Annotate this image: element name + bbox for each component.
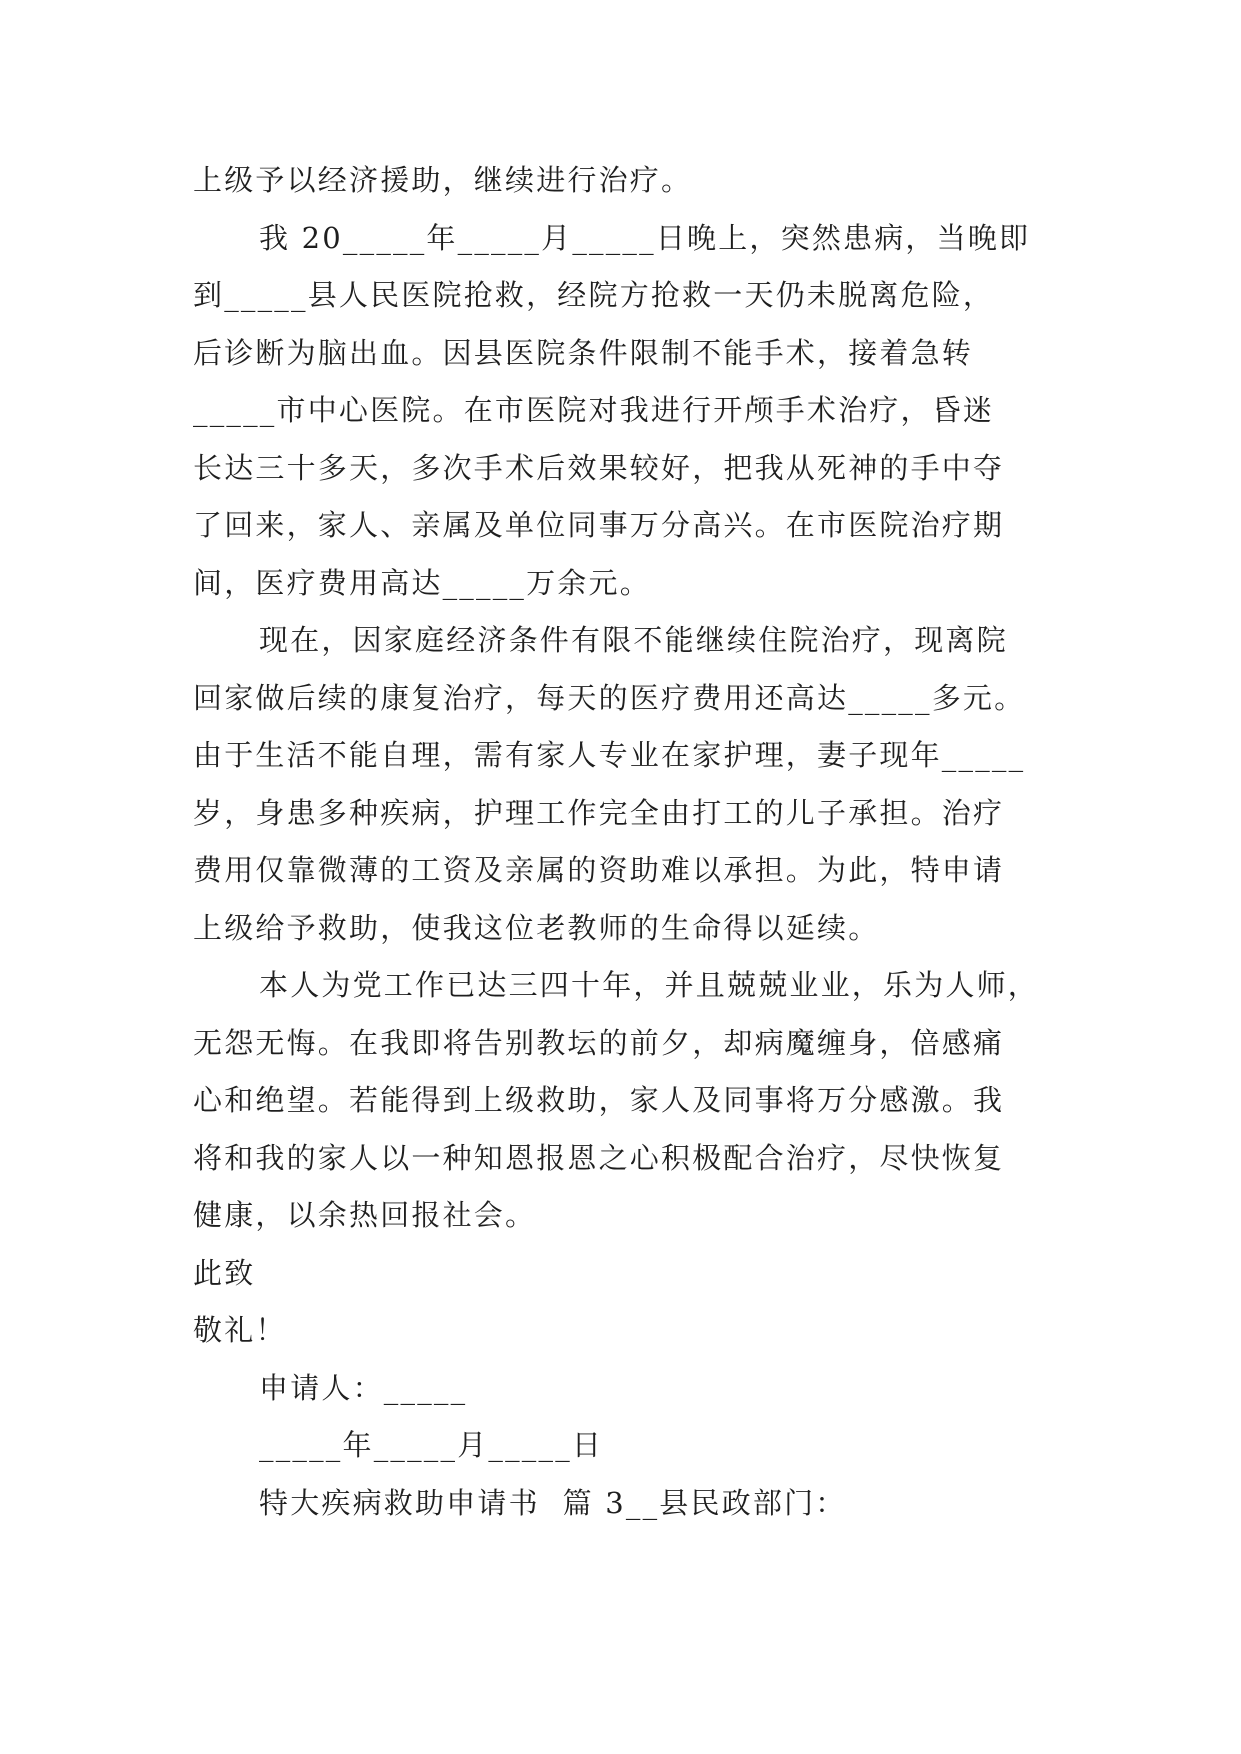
applicant-signature-line: 申请人：_____ <box>259 1370 468 1405</box>
date-line: _____年_____月_____日 <box>259 1428 604 1462</box>
text-line: 本人为党工作已达三四十年，并且兢兢业业，乐为人师， <box>259 968 1040 1002</box>
text-line: 长达三十多天，多次手术后效果较好，把我从死神的手中夺 <box>193 450 1005 485</box>
text-line: 现在，因家庭经济条件有限不能继续住院治疗，现离院 <box>259 623 1008 657</box>
text-line: 岁，身患多种疾病，护理工作完全由打工的儿子承担。治疗 <box>193 795 1005 830</box>
text-line: 上级予以经济援助，继续进行治疗。 <box>193 163 693 197</box>
text-line: 到_____县人民医院抢救，经院方抢救一天仍未脱离危险， <box>193 278 995 312</box>
letter-body <box>193 152 1053 1532</box>
text-line: 了回来，家人、亲属及单位同事万分高兴。在市医院治疗期 <box>193 508 1005 542</box>
next-section-heading: 特大疾病救助申请书 篇 3__县民政部门： <box>259 1485 847 1520</box>
text-line: 我 20_____年_____月_____日晚上，突然患病，当晚即 <box>259 220 1031 255</box>
closing-respect: 敬礼！ <box>193 1313 287 1347</box>
text-line: 间，医疗费用高达_____万余元。 <box>193 565 651 600</box>
text-line: 费用仅靠微薄的工资及亲属的资助难以承担。为此，特申请 <box>193 853 1005 887</box>
closing-salutation: 此致 <box>193 1255 256 1290</box>
text-line: _____市中心医院。在市医院对我进行开颅手术治疗，昏迷 <box>193 393 995 427</box>
text-line: 由于生活不能自理，需有家人专业在家护理，妻子现年_____ <box>193 738 1026 772</box>
text-line: 健康，以余热回报社会。 <box>193 1198 537 1232</box>
text-line: 将和我的家人以一种知恩报恩之心积极配合治疗，尽快恢复 <box>193 1140 1005 1175</box>
text-line: 后诊断为脑出血。因县医院条件限制不能手术，接着急转 <box>193 335 974 370</box>
text-line: 无怨无悔。在我即将告别教坛的前夕，却病魔缠身，倍感痛 <box>193 1025 1005 1060</box>
text-line: 上级给予救助，使我这位老教师的生命得以延续。 <box>193 910 880 945</box>
text-line: 心和绝望。若能得到上级救助，家人及同事将万分感激。我 <box>193 1083 1005 1117</box>
text-line: 回家做后续的康复治疗，每天的医疗费用还高达_____多元。 <box>193 680 1026 715</box>
